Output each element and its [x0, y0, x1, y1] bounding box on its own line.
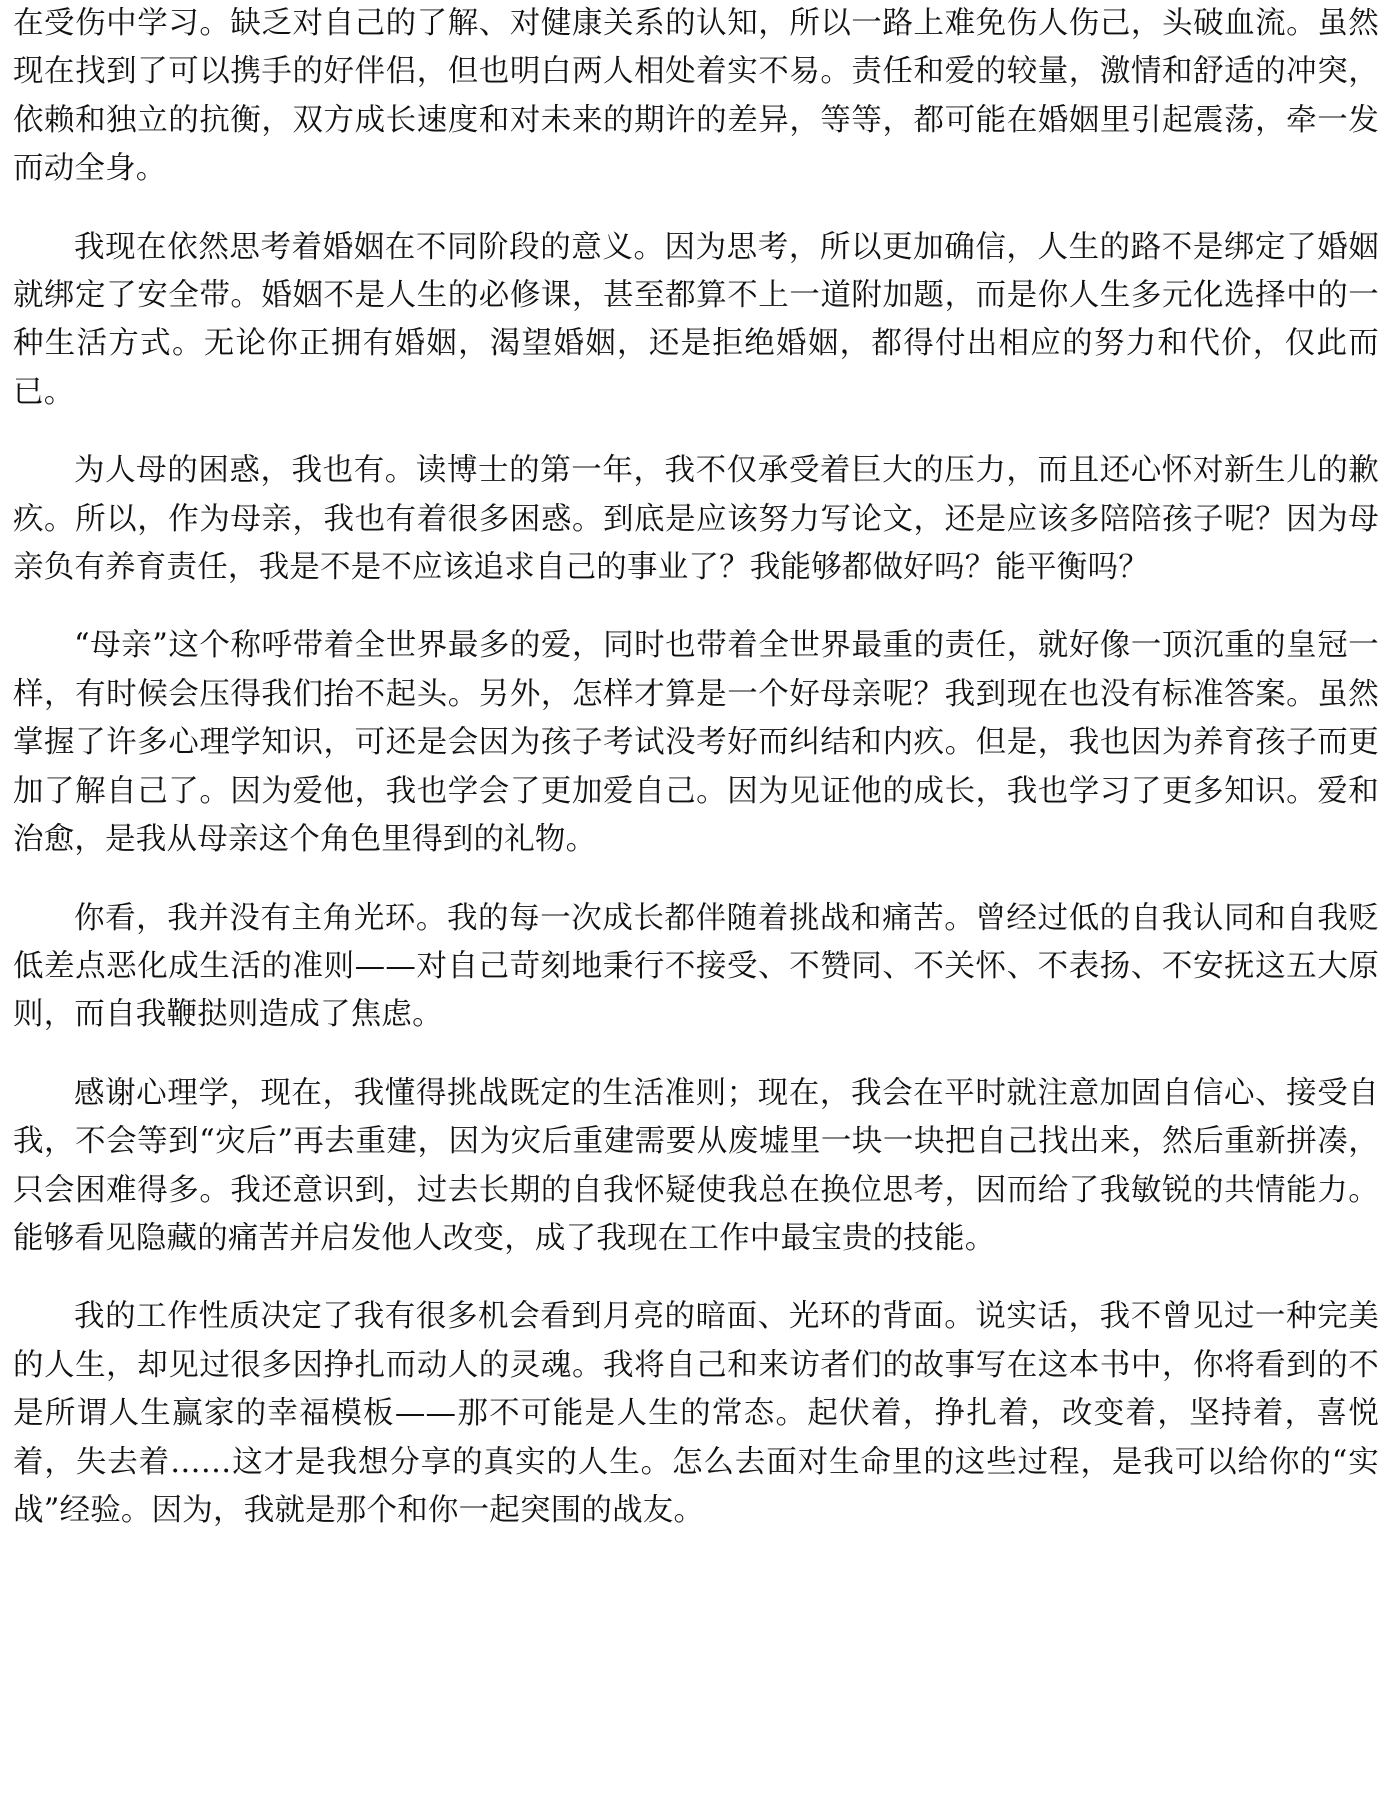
paragraph-gap [13, 592, 1379, 622]
paragraph-gap [13, 417, 1379, 447]
document-page [13, 0, 1379, 1800]
paragraph-gap [13, 194, 1379, 224]
paragraph-gap [13, 1040, 1379, 1070]
paragraph-6: 感谢心理学，现在，我懂得挑战既定的生活准则；现在，我会在平时就注意加固自信心、接受自我，不会等到“灾后”再去重建，因为灾后重建需要从废墟里一块一块把自己找出来，然后重新拼凑，只会困难得多。我还意识到，过去长期的自我怀疑使我总在换位思考，因而给了我敏锐的共情能力。能够看见隐藏的痛苦并启发他人改变，成了我现在工作中最宝贵的技能。 [13, 1075, 1379, 1256]
paragraph-2: 我现在依然思考着婚姻在不同阶段的意义。因为思考，所以更加确信，人生的路不是绑定了婚姻就绑定了安全带。婚姻不是人生的必修课，甚至都算不上一道附加题，而是你人生多元化选择中的一种生活方式。无论你正拥有婚姻，渴望婚姻，还是拒绝婚姻，都得付出相应的努力和代价，仅此而已。 [13, 229, 1379, 410]
paragraph-5: 你看，我并没有主角光环。我的每一次成长都伴随着挑战和痛苦。曾经过低的自我认同和自我贬低差点恶化成生活的准则——对自己苛刻地秉行不接受、不赞同、不关怀、不表扬、不安抚这五大原则，而自我鞭挞则造成了焦虑。 [13, 900, 1379, 1033]
paragraph-4: “母亲”这个称呼带着全世界最多的爱，同时也带着全世界最重的责任，就好像一顶沉重的皇冠一样，有时候会压得我们抬不起头。另外，怎样才算是一个好母亲呢？我到现在也没有标准答案。虽然掌握了许多心理学知识，可还是会因为孩子考试没考好而纠结和内疚。但是，我也因为养育孩子而更加了解自己了。因为爱他，我也学会了更加爱自己。因为见证他的成长，我也学习了更多知识。爱和治愈，是我从母亲这个角色里得到的礼物。 [13, 628, 1379, 858]
paragraph-3: 为人母的困惑，我也有。读博士的第一年，我不仅承受着巨大的压力，而且还心怀对新生儿的歉疚。所以，作为母亲，我也有着很多困惑。到底是应该努力写论文，还是应该多陪陪孩子呢？因为母亲负有养育责任，我是不是不应该追求自己的事业了？我能够都做好吗？能平衡吗？ [13, 453, 1379, 586]
paragraph-1: 在受伤中学习。缺乏对自己的了解、对健康关系的认知，所以一路上难免伤人伤己，头破血流。虽然现在找到了可以携手的好伴侣，但也明白两人相处着实不易。责任和爱的较量，激情和舒适的冲突，依赖和独立的抗衡，双方成长速度和对未来的期许的差异，等等，都可能在婚姻里引起震荡，牵一发而动全身。 [13, 6, 1379, 187]
paragraph-gap [13, 865, 1379, 895]
paragraph-7: 我的工作性质决定了我有很多机会看到月亮的暗面、光环的背面。说实话，我不曾见过一种完美的人生，却见过很多因挣扎而动人的灵魂。我将自己和来访者们的故事写在这本书中，你将看到的不是所谓人生赢家的幸福模板——那不可能是人生的常态。起伏着，挣扎着，改变着，坚持着，喜悦着，失去着……这才是我想分享的真实的人生。怎么去面对生命里的这些过程，是我可以给你的“实战”经验。因为，我就是那个和你一起突围的战友。 [13, 1299, 1379, 1528]
paragraph-gap [13, 1263, 1379, 1293]
